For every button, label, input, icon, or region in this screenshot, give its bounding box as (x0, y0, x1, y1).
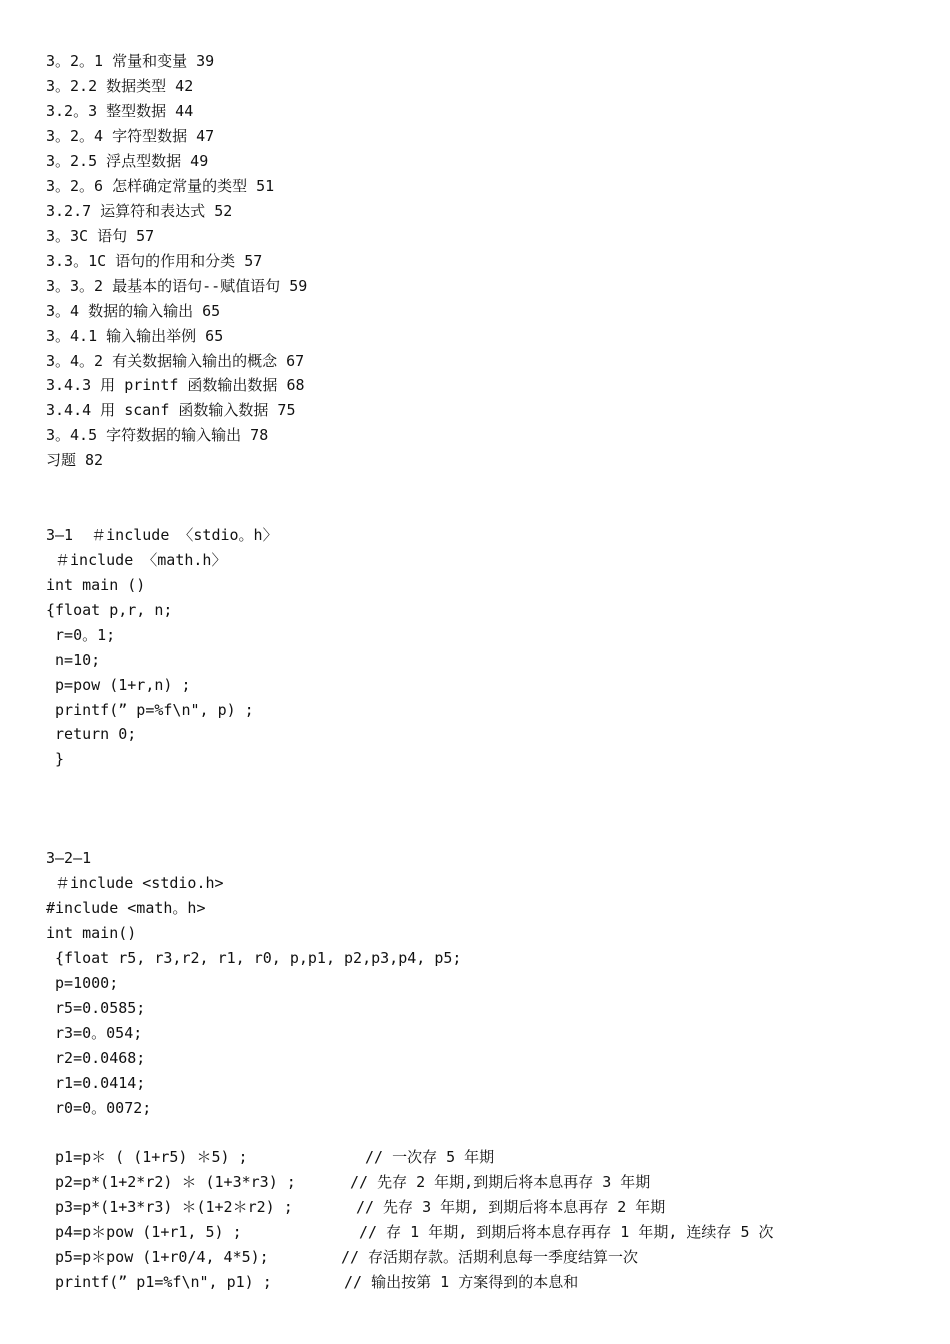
toc-entry: 3。2.2 数据类型 42 (46, 77, 194, 95)
toc-entry: 3。3。2 最基本的语句--赋值语句 59 (46, 277, 308, 295)
code-line: r=0。1; (46, 626, 116, 644)
toc-entry: 3。2。6 怎样确定常量的类型 51 (46, 177, 275, 195)
code-line: p=1000; (46, 974, 119, 992)
toc-entry: 3。2。4 字符型数据 47 (46, 127, 215, 145)
toc-entry: 3.2.7 运算符和表达式 52 (46, 202, 233, 220)
code-line: ＃include <stdio.h> (46, 874, 224, 892)
toc-entry: 3.2。3 整型数据 44 (46, 102, 194, 120)
code-line: n=10; (46, 651, 101, 669)
code-line: {float r5, r3,r2, r1, r0, p,p1, p2,p3,p4, p5; (46, 949, 462, 967)
code-line: } (46, 750, 65, 768)
toc-entry: 3.4.4 用 scanf 函数输入数据 75 (46, 401, 296, 419)
toc-entry: 3。4.5 字符数据的输入输出 78 (46, 426, 269, 444)
toc-entry: 3。3C 语句 57 (46, 227, 155, 245)
code-line: #include <math。h> (46, 899, 206, 917)
toc-entry: 习题 82 (46, 451, 104, 469)
code-line: printf(” p1=%f\n", p1) ; // 输出按第 1 方案得到的本息和 (46, 1273, 579, 1291)
code-line: p=pow (1+r,n) ; (46, 676, 191, 694)
code-line: ＃include 〈math.h〉 (46, 551, 227, 569)
code-line: r1=0.0414; (46, 1074, 146, 1092)
code-line: r0=0。0072; (46, 1099, 152, 1117)
code-line: {float p,r, n; (46, 601, 173, 619)
code-line: r2=0.0468; (46, 1049, 146, 1067)
code-line: int main() (46, 924, 137, 942)
toc-entry: 3。2.5 浮点型数据 49 (46, 152, 209, 170)
toc-entry: 3。4 数据的输入输出 65 (46, 302, 221, 320)
code-line: p3=p*(1+3*r3) ＊(1+2＊r2) ; // 先存 3 年期, 到期后将本息再存 2 年期 (46, 1198, 666, 1216)
code-line: p5=p＊pow (1+r0/4, 4*5); // 存活期存款。活期利息每一季度结算一次 (46, 1248, 639, 1266)
code-line: int main () (46, 576, 146, 594)
toc-entry: 3.3。1C 语句的作用和分类 57 (46, 252, 263, 270)
toc-entry: 3。4.1 输入输出举例 65 (46, 327, 224, 345)
toc-entry: 3。4。2 有关数据输入输出的概念 67 (46, 352, 305, 370)
code-line: p2=p*(1+2*r2) ＊ (1+3*r3) ; // 先存 2 年期,到期后将本息再存 3 年期 (46, 1173, 651, 1191)
code-line: printf(” p=%f\n", p) ; (46, 701, 254, 719)
code-line: r3=0。054; (46, 1024, 143, 1042)
code-line: 3—1 ＃include 〈stdio。h〉 (46, 526, 278, 544)
code-line: p1=p＊ ( (1+r5) ＊5) ; // 一次存 5 年期 (46, 1148, 495, 1166)
code-line: return 0; (46, 725, 137, 743)
code-line: 3—2—1 (46, 849, 92, 867)
toc-entry: 3。2。1 常量和变量 39 (46, 52, 215, 70)
toc-entry: 3.4.3 用 printf 函数输出数据 68 (46, 376, 305, 394)
code-line: r5=0.0585; (46, 999, 146, 1017)
code-line: p4=p＊pow (1+r1, 5) ; // 存 1 年期, 到期后将本息存再存 1 年期, 连续存 5 次 (46, 1223, 774, 1241)
